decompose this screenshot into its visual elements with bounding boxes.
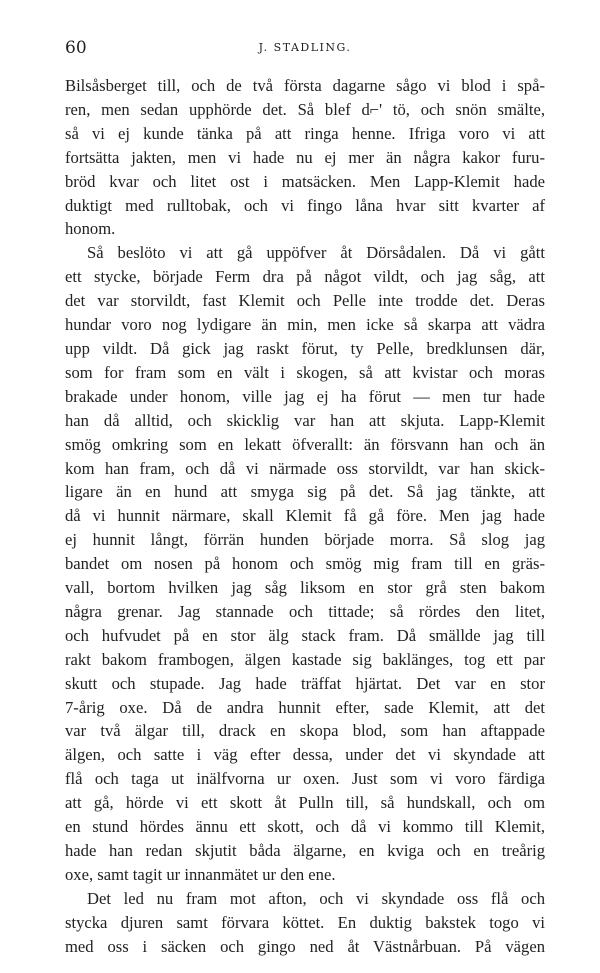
text-line: skutt och stupade. Jag hade träffat hjärtat. Det var en stor	[65, 673, 545, 693]
text-line: älgen, och satte i väg efter dessa, under det vi skyndade att	[65, 745, 545, 765]
text-line: smög omkring som en lekatt öfverallt: än försvann han och än	[65, 434, 545, 454]
text-line: 7-årig oxe. Då de andra hunnit efter, sade Klemit, att det	[65, 697, 545, 717]
text-line: duktigt med rulltobak, och vi fingo låna hvar sitt kvarter af	[65, 195, 545, 215]
text-line: han då alltid, och skicklig var han att skjuta. Lapp-Klemit	[65, 410, 545, 430]
text-line: upp vildt. Då gick jag raskt förut, ty Pelle, bredklunsen där,	[65, 338, 545, 358]
text-line: en stund hördes ännu ett skott, och då vi kommo till Klemit,	[65, 817, 545, 837]
text-line: Bilsåsberget till, och de två första dagarne sågo vi blod i spå-	[65, 76, 545, 95]
text-line: brakade under honom, ville jag ej ha förut — men tur hade	[65, 386, 545, 406]
page-number: 60	[65, 38, 87, 58]
text-line: Det led nu fram mot afton, och vi skyndade oss flå och	[87, 888, 545, 908]
text-line: flå och taga ut inälfvorna ur oxen. Just som vi voro färdiga	[65, 769, 545, 789]
text-line: honom.	[65, 219, 116, 239]
text-line: det var storvildt, fast Klemit och Pelle inte trodde det. Deras	[65, 291, 545, 311]
text-line: Så beslöto vi att gå uppöfver åt Dörsådalen. Då vi gått	[87, 243, 545, 263]
book-page	[65, 38, 545, 959]
text-line: så vi ej kunde tänka på att ringa henne. Ifriga voro vi att	[65, 123, 545, 143]
text-line: var två älgar till, drack en skopa blod, som han aftappade	[65, 721, 545, 741]
text-line: kom han fram, och då vi närmade oss storvildt, var han skick-	[65, 458, 545, 478]
text-line: och hufvudet på en stor älg stack fram. Då smällde jag till	[65, 625, 545, 645]
running-head: J. STADLING.	[258, 41, 352, 54]
text-line: några grenar. Jag stannade och tittade; så rördes den litet,	[65, 601, 545, 621]
text-line: fortsätta jakten, men vi hade nu ej mer än några kakor furu-	[65, 147, 545, 167]
text-line: oxe, samt tagit ur innanmätet ur den ene.	[65, 864, 336, 884]
text-line: vall, bortom hvilken jag såg liksom en stor grå sten bakom	[65, 578, 545, 598]
text-line: att gå, hörde vi ett skott åt Pulln till, så hundskall, och om	[65, 793, 545, 813]
text-line: ligare än en hund att smyga sig på det. Så jag tänkte, att	[65, 482, 545, 502]
text-line: som for fram som en vält i skogen, så att kvistar och moras	[65, 362, 545, 382]
text-line: bandet om nosen på honom och smög mig fram till en gräs-	[65, 554, 545, 574]
text-line: med oss i säcken och gingo ned åt Västnårbuan. På vägen	[65, 936, 545, 956]
text-line: hade han redan skjutit båda älgarne, en kviga och en treårig	[65, 841, 545, 860]
text-line: rakt bakom frambogen, älgen kastade sig baklänges, tog ett par	[65, 649, 545, 669]
text-line: då vi hunnit närmare, skall Klemit få gå före. Men jag hade	[65, 506, 545, 526]
text-line: ej hunnit långt, förrän hunden började morra. Så slog jag	[65, 530, 545, 550]
page-header	[65, 38, 545, 64]
text-line: ett stycke, började Ferm dra på något vildt, och jag såg, att	[65, 267, 545, 287]
body-text	[65, 74, 545, 959]
text-line: stycka djuren samt förvara köttet. En duktig bakstek togo vi	[65, 912, 545, 932]
text-line: ren, men sedan upphörde det. Så blef d⌐' tö, och snön smälte,	[65, 99, 545, 119]
text-line: hundar voro nog lydigare än min, men icke så skarpa att vädra	[65, 315, 545, 335]
text-line: bröd kvar och litet ost i matsäcken. Men Lapp-Klemit hade	[65, 171, 545, 191]
